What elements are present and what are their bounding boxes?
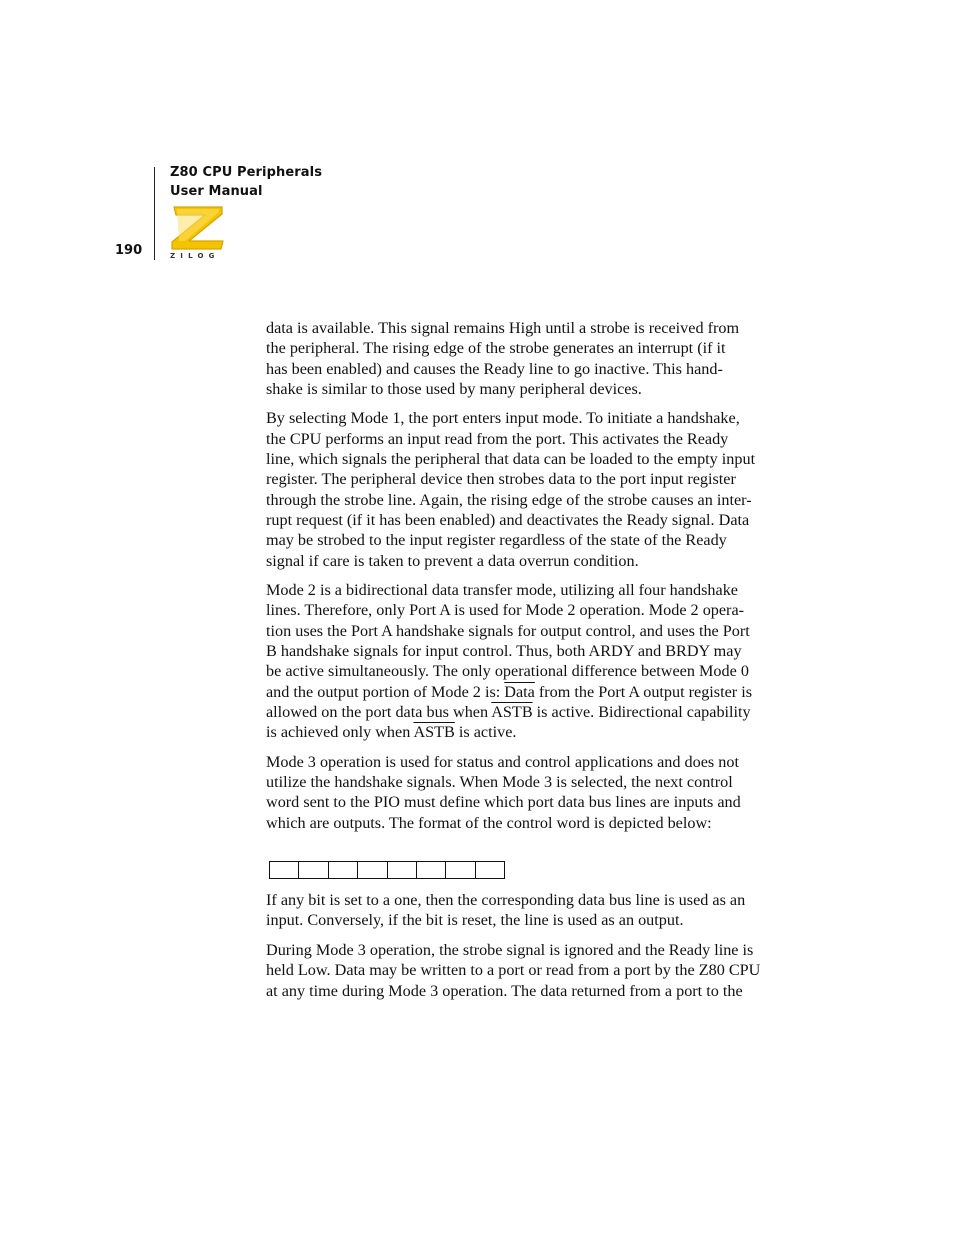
zilog-logo-text: ZILOG [170, 252, 220, 260]
paragraph-mode-3-operation: During Mode 3 operation, the strobe signal is ignored and the Ready line is held Low. Data may be written to a port or read from a port by the Z80 CPU at any time during Mode 3 operation. The data returned from a port to the [266, 940, 761, 1000]
astb-signal: ASTB [491, 702, 533, 721]
paragraph-mode-1: By selecting Mode 1, the port enters input mode. To initiate a handshake, the CPU performs an input read from the port. This activates the Ready line, which signals the peripheral that data can be loaded to the empty input register. The peripheral device then strobes data to the port input register through the strobe line. Again, the rising edge of the strobe causes an inter- rupt request (if it has been enabled) and deactivates the Ready signal. Data may be strobed to the input register regardless of the state of the Ready signal if care is taken to prevent a data overrun condition. [266, 409, 756, 570]
control-word-bit-cell [388, 862, 417, 878]
control-word-bit-cell [299, 862, 328, 878]
page-number: 190 [115, 243, 143, 258]
manual-title: Z80 CPU Peripherals [170, 165, 323, 180]
control-word-bit-cell [329, 862, 358, 878]
data-signal: Data [504, 682, 535, 701]
zilog-logo [170, 205, 226, 263]
mode-2-text-part3: is active. Bidirectional capability is achieved only when [266, 702, 751, 742]
control-word-bit-cell [446, 862, 475, 878]
paragraph-mode-2 [266, 580, 770, 742]
mode-2-text-part1: Mode 2 is a bidirectional data transfer mode, utilizing all four handshake lines. Therefore, only Port A is used for Mode 2 operation. Mode 2 opera- tion uses the Port A handshake signals for output control, and uses the Port B handshake signals for input control. Thus, both ARDY and BRDY may be active simultaneously. The only operational difference between Mode 0 and the output portion of Mode 2 is: [266, 581, 750, 701]
control-word-bit-cell [358, 862, 387, 878]
page-body [266, 318, 770, 1010]
paragraph-bit-meaning: If any bit is set to a one, then the corresponding data bus line is used as an input. Conversely, if the bit is reset, the line is used as an output. [266, 891, 746, 930]
astb-signal-2: ASTB [413, 723, 455, 742]
manual-subtitle: User Manual [170, 184, 263, 199]
control-word-bit-cell [417, 862, 446, 878]
header-vertical-rule [154, 167, 155, 260]
mode-2-text-part2: from the Port A output register is allowed on the port data bus when [266, 682, 753, 721]
control-word-bit-cell [476, 862, 504, 878]
control-word-bit-cell [270, 862, 299, 878]
zilog-z-logo-icon [170, 205, 226, 251]
page-header [0, 0, 954, 280]
mode-2-text-part4: is active. [458, 723, 517, 742]
paragraph-ready-line: data is available. This signal remains High until a strobe is received from the peripheral. The rising edge of the strobe generates an interrupt (if it has been enabled) and causes the Ready line to go inactive. This hand- shake is similar to those used by many peripheral devices. [266, 319, 740, 398]
paragraph-mode-3: Mode 3 operation is used for status and control applications and does not utilize the handshake signals. When Mode 3 is selected, the next control word sent to the PIO must define which port data bus lines are inputs and which are outputs. The format of the control word is depicted below: [266, 752, 741, 832]
control-word-diagram [269, 861, 505, 879]
